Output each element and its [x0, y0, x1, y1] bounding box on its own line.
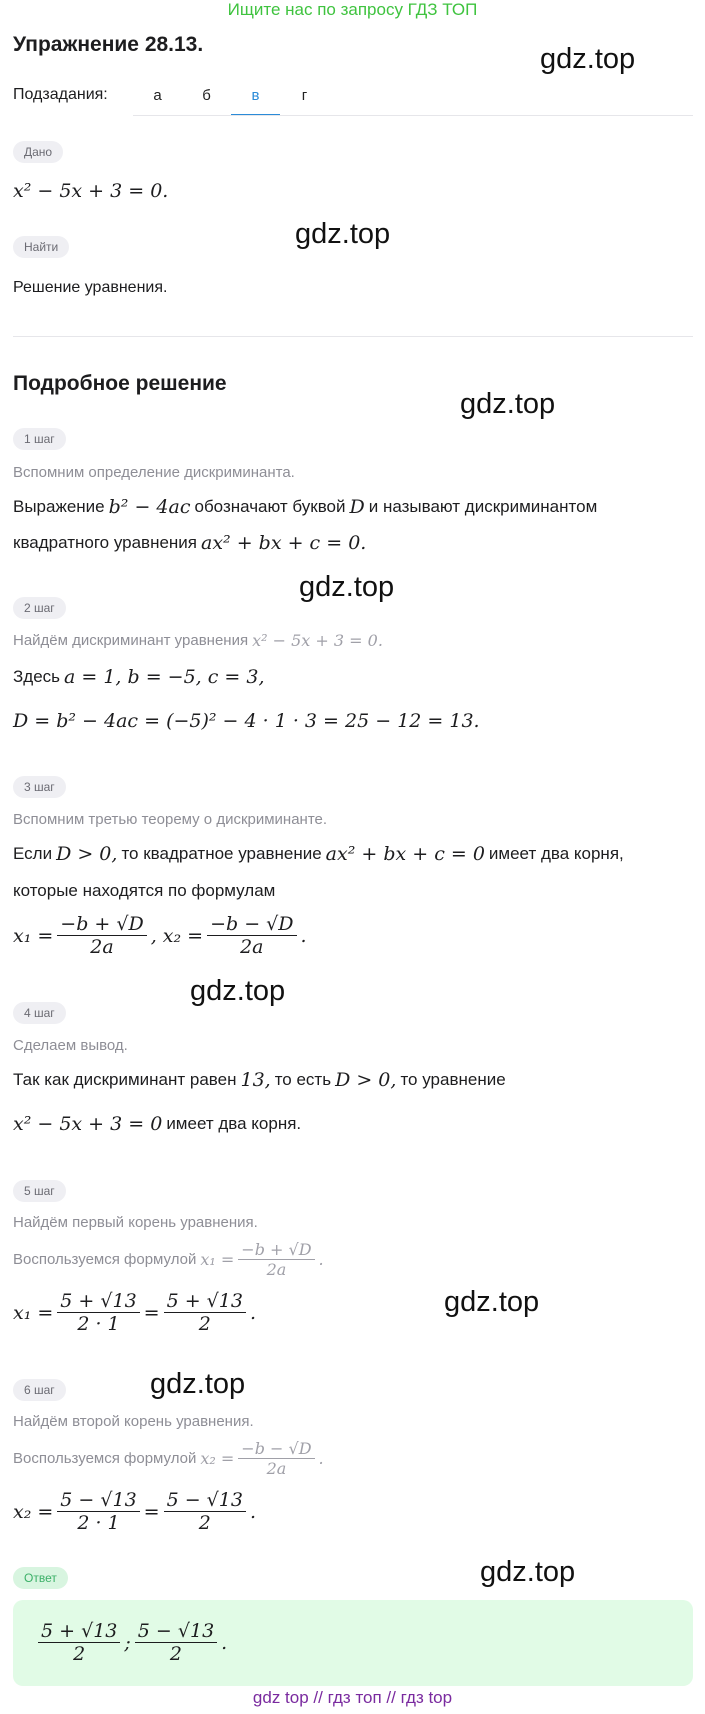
numerator: −b + √D	[238, 1240, 314, 1260]
denominator: 2a	[240, 936, 264, 958]
watermark: gdz.top	[299, 571, 395, 603]
step-text: Здесь	[13, 667, 60, 686]
watermark: gdz.top	[295, 218, 391, 250]
step-text: Так как дискриминант равен	[13, 1070, 237, 1089]
step-math: ax² + bx + c = 0.	[201, 532, 367, 554]
step-hint: Найдём дискриминант уравнения	[13, 632, 249, 649]
step-line	[13, 1113, 301, 1135]
find-text: Решение уравнения.	[13, 279, 168, 296]
numerator: −b + √D	[57, 913, 146, 936]
step-hint: Найдём первый корень уравнения.	[13, 1214, 258, 1231]
step-line	[13, 666, 265, 688]
step-hint: Сделаем вывод.	[13, 1037, 128, 1054]
numerator: −b − √D	[207, 913, 296, 936]
step-text: то уравнение	[400, 1070, 506, 1089]
step-text: квадратного уравнения	[13, 533, 198, 552]
tab-g[interactable]: г	[301, 87, 308, 104]
step-math: D > 0,	[335, 1069, 397, 1091]
step-math: D	[349, 496, 365, 518]
step-pill: 6 шаг	[13, 1379, 66, 1401]
step-text: имеет два корня.	[166, 1114, 302, 1133]
step-hint-math: x² − 5x + 3 = 0.	[252, 631, 383, 650]
numerator: 5 + √13	[38, 1620, 120, 1643]
fraction	[38, 1620, 120, 1665]
numerator: 5 + √13	[57, 1290, 139, 1313]
step-line	[13, 496, 597, 518]
numerator: 5 − √13	[135, 1620, 217, 1643]
denominator: 2	[198, 1512, 211, 1534]
fraction	[164, 1489, 246, 1534]
step-math: D > 0,	[56, 843, 118, 865]
step-text: Если	[13, 844, 53, 863]
step-text: которые находятся по формулам	[13, 881, 276, 900]
fraction	[57, 1290, 139, 1335]
numerator: 5 − √13	[57, 1489, 139, 1512]
subtasks-label: Подзадания:	[13, 86, 108, 103]
fraction	[57, 1489, 139, 1534]
numerator: −b − √D	[238, 1439, 314, 1459]
equals: =	[143, 1301, 160, 1324]
formula-lhs: x₂ =	[200, 1449, 235, 1468]
fraction	[135, 1620, 217, 1665]
tab-divider	[133, 115, 693, 116]
step-pill: 1 шаг	[13, 428, 66, 450]
root-formulas	[13, 913, 307, 958]
step-hint: Воспользуемся формулой	[13, 1251, 197, 1268]
step-hint: Вспомним третью теорему о дискриминанте.	[13, 811, 328, 828]
fraction	[207, 913, 296, 958]
step-hint: Вспомним определение дискриминанта.	[13, 464, 295, 481]
separator: ;	[124, 1631, 131, 1654]
step-pill: 4 шаг	[13, 1002, 66, 1024]
solution-title: Подробное решение	[13, 372, 227, 395]
tab-v[interactable]: в	[231, 78, 280, 116]
step-text: и называют дискриминантом	[368, 497, 598, 516]
step-text: имеет два корня,	[488, 844, 624, 863]
step-line	[13, 1069, 506, 1091]
answer-pill: Ответ	[13, 1567, 68, 1589]
formula-lhs: x₂ =	[13, 1500, 54, 1523]
denominator: 2a	[90, 936, 114, 958]
footer-links[interactable]: gdz top // гдз топ // гдз top	[252, 1688, 453, 1707]
find-pill: Найти	[13, 236, 69, 258]
formula-end: .	[300, 924, 307, 947]
watermark: gdz.top	[460, 388, 556, 420]
discriminant-calc: D = b² − 4ac = (−5)² − 4 · 1 · 3 = 25 − 12 = 13.	[13, 710, 480, 732]
tab-a[interactable]: а	[153, 87, 162, 104]
step-hint-line	[13, 631, 383, 650]
given-pill: Дано	[13, 141, 63, 163]
answer-value: $\frac{5 + √13}{2}$ ; $\frac{5 - √13}{2}$ .	[38, 1620, 227, 1665]
step-math: ax² + bx + c = 0	[325, 843, 485, 865]
step-line	[13, 532, 366, 554]
watermark: gdz.top	[150, 1368, 246, 1400]
step-text: то квадратное уравнение	[121, 844, 322, 863]
numerator: 5 − √13	[164, 1489, 246, 1512]
step-text: Выражение	[13, 497, 105, 516]
tab-b[interactable]: б	[202, 87, 211, 104]
step-pill: 2 шаг	[13, 597, 66, 619]
step-pill: 3 шаг	[13, 776, 66, 798]
formula-lhs: x₁ =	[200, 1250, 235, 1269]
denominator: 2	[73, 1643, 86, 1665]
watermark: gdz.top	[480, 1556, 576, 1588]
watermark: gdz.top	[540, 43, 636, 75]
given-equation: x² − 5x + 3 = 0.	[13, 180, 169, 202]
step-math: b² − 4ac	[108, 496, 191, 518]
use-formula-line: Воспользуемся формулой x₂ = $\frac{-b - √D}{2a}$ .	[13, 1439, 324, 1478]
step-math: a = 1, b = −5, c = 3,	[64, 666, 265, 688]
denominator: 2a	[266, 1260, 287, 1279]
denominator: 2	[198, 1313, 211, 1335]
subtask-tabs	[133, 78, 329, 116]
watermark: gdz.top	[444, 1286, 540, 1318]
step-line	[13, 843, 624, 865]
step-math: x² − 5x + 3 = 0	[13, 1113, 163, 1135]
promo-banner[interactable]: Ищите нас по запросу ГДЗ ТОП	[227, 0, 478, 19]
step-pill: 5 шаг	[13, 1180, 66, 1202]
denominator: 2a	[266, 1459, 287, 1478]
page-title: Упражнение 28.13.	[13, 33, 204, 56]
fraction	[238, 1439, 314, 1478]
step-text: то есть	[274, 1070, 332, 1089]
watermark: gdz.top	[190, 975, 286, 1007]
numerator: 5 + √13	[164, 1290, 246, 1313]
step-hint: Воспользуемся формулой	[13, 1450, 197, 1467]
formula-lhs: x₁ =	[13, 1301, 54, 1324]
step-hint: Найдём второй корень уравнения.	[13, 1413, 254, 1430]
fraction	[238, 1240, 314, 1279]
fraction	[164, 1290, 246, 1335]
root-x2: x₂ = $\frac{5 - √13}{2 \cdot 1}$ = $\frac{5 - √13}{2}$ .	[13, 1489, 257, 1534]
section-divider	[13, 336, 693, 337]
formula-lhs: , x₂ =	[150, 924, 204, 947]
root-x1: x₁ = $\frac{5 + √13}{2 \cdot 1}$ = $\frac{5 + √13}{2}$ .	[13, 1290, 257, 1335]
denominator: 2 · 1	[77, 1313, 120, 1335]
denominator: 2 · 1	[77, 1512, 120, 1534]
step-math: 13,	[240, 1069, 271, 1091]
formula-lhs: x₁ =	[13, 924, 54, 947]
denominator: 2	[169, 1643, 183, 1665]
fraction	[57, 913, 146, 958]
step-text: обозначают буквой	[194, 497, 346, 516]
use-formula-line: Воспользуемся формулой x₁ = $\frac{-b + √D}{2a}$ .	[13, 1240, 324, 1279]
equals: =	[143, 1500, 160, 1523]
